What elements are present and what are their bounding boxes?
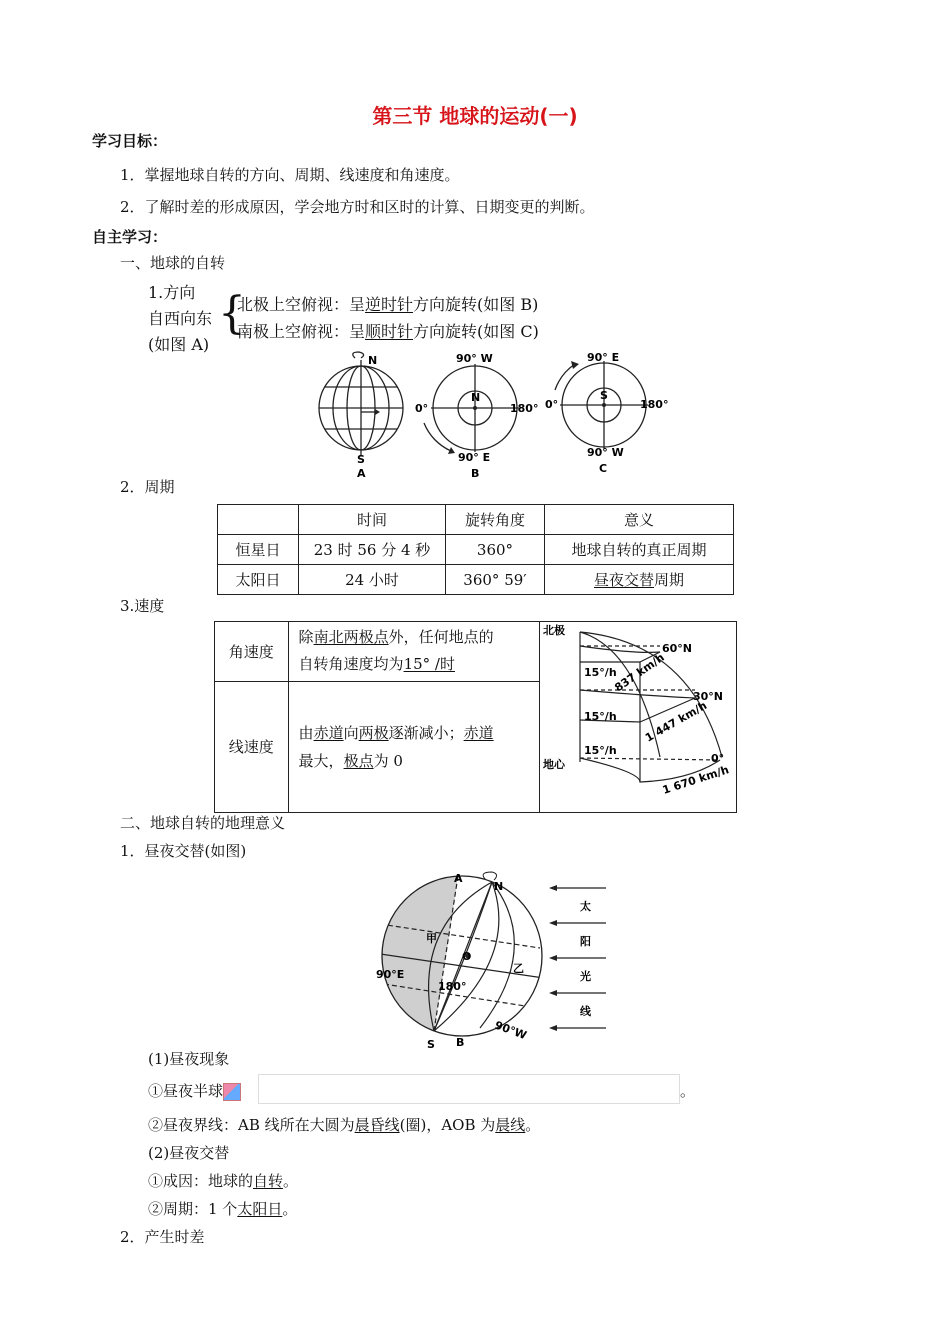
period-label: 2．周期: [120, 478, 175, 496]
brace: {: [218, 288, 246, 339]
c-left: 0°: [545, 398, 559, 411]
svg-text:1 447 km/h: 1 447 km/h: [643, 698, 710, 745]
daynight-hemisphere-item: ①昼夜半球: [148, 1080, 241, 1101]
linear-speed-figure: [540, 622, 736, 808]
table-row: 线速度 由赤道向两极逐渐减小；赤道 最大，极点为 0: [215, 681, 737, 812]
broken-image-icon: [223, 1083, 241, 1101]
svg-text:线: 线: [580, 1005, 591, 1018]
b-center: N: [471, 391, 481, 404]
caption-a: A: [357, 467, 366, 480]
svg-text:甲: 甲: [426, 932, 437, 945]
linear-desc: 由赤道向两极逐渐减小；赤道 最大，极点为 0: [288, 681, 539, 812]
c-center: S: [600, 389, 608, 402]
speed-table: [214, 621, 737, 813]
phenomenon-heading: (1)昼夜现象: [148, 1050, 230, 1068]
svg-text:N: N: [494, 880, 504, 893]
caption-c: C: [599, 462, 608, 475]
caption-b: B: [471, 467, 480, 480]
speed-label: 3.速度: [120, 597, 165, 615]
c-bottom: 90° W: [587, 446, 624, 459]
objective-item: 1．掌握地球自转的方向、周期、线速度和角速度。: [120, 166, 460, 184]
b-top: 90° W: [456, 352, 493, 365]
svg-text:837 km/h: 837 km/h: [612, 650, 667, 695]
direction-fig-ref: (如图 A): [148, 335, 210, 354]
c-right: 180°: [640, 398, 669, 411]
objective-item: 2．了解时差的形成原因，学会地方时和区时的计算、日期变更的判断。: [120, 198, 595, 216]
b-left: 0°: [415, 402, 429, 415]
daynight-label: 1．昼夜交替(如图): [120, 842, 247, 860]
svg-text:乙: 乙: [513, 962, 524, 975]
period-item: ②周期：1 个太阳日。: [148, 1200, 298, 1218]
table-row: 角速度 除南北两极点外，任何地点的 自转角速度均为15° /时 北极 地心 60°N 30°N 0° 15°/h 15°/h 15°/h 837 km/h 1 447 km/h 1 670 km/h: [215, 622, 737, 682]
b-bottom: 90° E: [458, 451, 491, 464]
table-row: 太阳日 24 小时 360° 59′ 昼夜交替周期: [218, 565, 734, 595]
terminator-item: ②昼夜界线：AB 线所在大圆为晨昏线(圈)，AOB 为晨线。: [148, 1116, 541, 1134]
svg-text:O: O: [462, 950, 472, 963]
rotation-direction-figure: [305, 350, 685, 480]
objectives-heading: 学习目标：: [92, 132, 168, 150]
solar-day-meaning: 昼夜交替周期: [545, 565, 734, 595]
svg-text:1 670 km/h: 1 670 km/h: [660, 763, 731, 797]
svg-text:地心: 地心: [543, 758, 565, 771]
cause-item: ①成因：地球的自转。: [148, 1172, 299, 1190]
svg-text:90°E: 90°E: [376, 968, 405, 981]
table-row: 时间 旋转角度 意义: [218, 505, 734, 535]
svg-text:阳: 阳: [580, 935, 591, 948]
globe-c: [555, 361, 648, 449]
svg-text:15°/h: 15°/h: [584, 744, 617, 757]
svg-text:60°N: 60°N: [662, 642, 693, 655]
svg-text:太: 太: [580, 900, 591, 913]
svg-text:15°/h: 15°/h: [584, 666, 617, 679]
c-top: 90° E: [587, 351, 620, 364]
speed-figure-cell: [540, 622, 737, 813]
svg-text:180°: 180°: [438, 980, 467, 993]
angular-desc: 除南北两极点外，任何地点的 自转角速度均为15° /时: [288, 622, 539, 682]
period-table: [217, 504, 734, 595]
svg-text:A: A: [454, 872, 463, 885]
south-view-line: 南极上空俯视：呈顺时针方向旋转(如图 C): [237, 322, 539, 341]
globe-a-s: S: [357, 453, 365, 466]
globe-a-n: N: [368, 354, 378, 367]
direction-label: 1.方向: [148, 283, 196, 302]
b-right: 180°: [510, 402, 539, 415]
globe-b: [424, 364, 519, 452]
svg-text:30°N: 30°N: [693, 690, 724, 703]
svg-text:B: B: [456, 1036, 465, 1049]
time-difference-heading: 2．产生时差: [120, 1228, 205, 1246]
alternation-heading: (2)昼夜交替: [148, 1144, 230, 1162]
section-rotation-heading: 一、地球的自转: [120, 254, 226, 272]
north-view-line: 北极上空俯视：呈逆时针方向旋转(如图 B): [237, 295, 539, 314]
svg-text:北极: 北极: [543, 624, 565, 637]
svg-text:光: 光: [580, 970, 591, 983]
svg-text:S: S: [427, 1038, 435, 1050]
page-title: 第三节 地球的运动(一): [372, 104, 578, 128]
day-night-figure: [370, 868, 620, 1050]
self-study-heading: 自主学习：: [92, 228, 168, 246]
svg-text:0°: 0°: [711, 752, 725, 765]
svg-text:90°W: 90°W: [492, 1018, 529, 1043]
table-row: 恒星日 23 时 56 分 4 秒 360° 地球自转的真正周期: [218, 535, 734, 565]
globe-a: [319, 352, 403, 456]
direction-west-to-east: 自西向东: [148, 309, 213, 328]
answer-blank: [258, 1074, 680, 1104]
svg-text:15°/h: 15°/h: [584, 710, 617, 723]
section-significance-heading: 二、地球自转的地理意义: [120, 814, 286, 832]
